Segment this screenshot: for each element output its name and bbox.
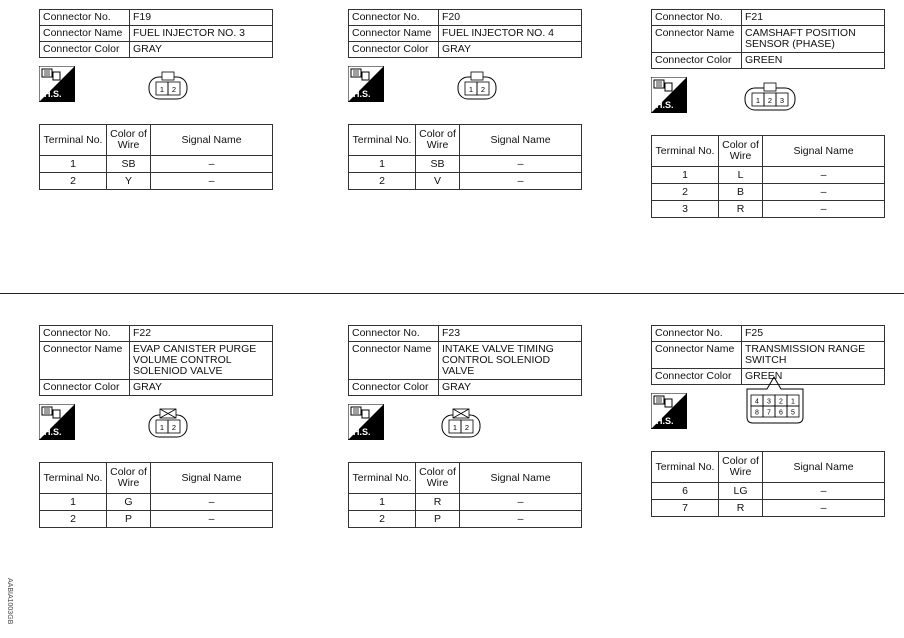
- connector-no-value: F23: [439, 326, 582, 342]
- terminal-row: [349, 494, 582, 511]
- connector-name-value: FUEL INJECTOR NO. 3: [130, 26, 273, 42]
- signal-name-header: Signal Name: [151, 125, 273, 156]
- hs-label: H.S.: [656, 416, 674, 426]
- terminal-no: 1: [349, 156, 416, 173]
- wire-color: P: [107, 511, 151, 528]
- wire-color: G: [107, 494, 151, 511]
- pin-label: 6: [779, 409, 783, 417]
- pin-label: 3: [779, 96, 785, 105]
- signal-name: –: [763, 201, 885, 218]
- connector-info-table: [651, 9, 885, 69]
- connector-no-value: F25: [742, 326, 885, 342]
- connector-block: [348, 9, 608, 190]
- pin-label: 1: [791, 398, 795, 406]
- connector-color-label: Connector Color: [40, 380, 130, 396]
- connector-color-label: Connector Color: [652, 53, 742, 69]
- terminal-no: 2: [40, 511, 107, 528]
- wire-color-header: Color of Wire: [107, 463, 151, 494]
- connector-color-value: GRAY: [130, 42, 273, 58]
- pin-label: 3: [767, 398, 771, 406]
- hs-label: H.S.: [353, 427, 371, 437]
- connector-face-icon: [743, 81, 797, 113]
- connector-name-label: Connector Name: [652, 26, 742, 53]
- connector-color-value: GRAY: [130, 380, 273, 396]
- terminal-row: [40, 173, 273, 190]
- connector-color-value: GREEN: [742, 369, 885, 385]
- terminal-row: [349, 156, 582, 173]
- signal-name: –: [763, 167, 885, 184]
- wire-color-header: Color of Wire: [107, 125, 151, 156]
- connector-face-icon: [743, 375, 807, 433]
- connector-name-value: INTAKE VALVE TIMING CONTROL SOLENIOD VALVE: [439, 342, 582, 380]
- signal-name: –: [151, 511, 273, 528]
- signal-name: –: [763, 500, 885, 517]
- pin-label: 2: [464, 423, 470, 432]
- terminal-no-header: Terminal No.: [349, 463, 416, 494]
- wire-color: LG: [719, 483, 763, 500]
- connector-info-table: [348, 325, 582, 396]
- wire-color: L: [719, 167, 763, 184]
- connector-name-value: TRANSMISSION RANGE SWITCH: [742, 342, 885, 369]
- pin-label: 1: [755, 96, 761, 105]
- terminal-row: [652, 483, 885, 500]
- terminal-row: [40, 494, 273, 511]
- pin-label: 2: [171, 423, 177, 432]
- pin-label: 7: [767, 409, 771, 417]
- terminal-no: 2: [652, 184, 719, 201]
- connector-face-icon: [456, 70, 498, 102]
- wire-color: SB: [107, 156, 151, 173]
- signal-name-header: Signal Name: [763, 136, 885, 167]
- connector-color-label: Connector Color: [40, 42, 130, 58]
- connector-no-label: Connector No.: [40, 326, 130, 342]
- terminal-row: [40, 156, 273, 173]
- pin-label: 2: [767, 96, 773, 105]
- signal-name: –: [460, 173, 582, 190]
- terminal-table: [39, 462, 273, 528]
- connector-block: [39, 9, 299, 190]
- connector-face-icon: [440, 408, 482, 440]
- harness-side-icon: [348, 404, 384, 440]
- terminal-no: 2: [40, 173, 107, 190]
- connector-no-value: F19: [130, 10, 273, 26]
- signal-name: –: [151, 494, 273, 511]
- wire-color: R: [719, 201, 763, 218]
- connector-no-value: F22: [130, 326, 273, 342]
- terminal-no: 2: [349, 511, 416, 528]
- connector-color-label: Connector Color: [349, 380, 439, 396]
- wire-color: R: [416, 494, 460, 511]
- harness-side-icon: [39, 66, 75, 102]
- terminal-no: 7: [652, 500, 719, 517]
- pin-label: 1: [159, 85, 165, 94]
- hs-label: H.S.: [656, 100, 674, 110]
- connector-block: [651, 9, 904, 218]
- pin-label: 5: [791, 409, 795, 417]
- signal-name: –: [151, 156, 273, 173]
- terminal-table: [39, 124, 273, 190]
- connector-no-value: F21: [742, 10, 885, 26]
- terminal-row: [349, 511, 582, 528]
- terminal-row: [652, 184, 885, 201]
- terminal-row: [349, 173, 582, 190]
- signal-name-header: Signal Name: [460, 125, 582, 156]
- harness-side-icon: [651, 393, 687, 429]
- connector-name-value: EVAP CANISTER PURGE VOLUME CONTROL SOLENIOD VALVE: [130, 342, 273, 380]
- terminal-table: [348, 124, 582, 190]
- wire-color: B: [719, 184, 763, 201]
- connector-color-value: GRAY: [439, 380, 582, 396]
- signal-name: –: [151, 173, 273, 190]
- pin-label: 4: [755, 398, 759, 406]
- terminal-table: [651, 451, 885, 517]
- terminal-no: 2: [349, 173, 416, 190]
- signal-name: –: [460, 494, 582, 511]
- connector-face-icon: [147, 70, 189, 102]
- hs-label: H.S.: [44, 427, 62, 437]
- terminal-no: 3: [652, 201, 719, 218]
- connector-face-icon: [147, 408, 189, 440]
- hs-label: H.S.: [44, 89, 62, 99]
- wire-color: R: [719, 500, 763, 517]
- harness-side-icon: [39, 404, 75, 440]
- connector-info-table: [39, 9, 273, 58]
- connector-no-label: Connector No.: [652, 10, 742, 26]
- pin-label: 2: [171, 85, 177, 94]
- terminal-no: 1: [40, 494, 107, 511]
- connector-name-label: Connector Name: [652, 342, 742, 369]
- connector-no-label: Connector No.: [349, 326, 439, 342]
- wire-color-header: Color of Wire: [719, 136, 763, 167]
- connector-block: [651, 325, 904, 517]
- wire-color: V: [416, 173, 460, 190]
- wire-color: SB: [416, 156, 460, 173]
- pin-label: 2: [779, 398, 783, 406]
- pin-label: 1: [468, 85, 474, 94]
- connector-no-label: Connector No.: [349, 10, 439, 26]
- terminal-no-header: Terminal No.: [349, 125, 416, 156]
- terminal-no-header: Terminal No.: [40, 463, 107, 494]
- pin-label: 1: [452, 423, 458, 432]
- terminal-table: [348, 462, 582, 528]
- connector-no-label: Connector No.: [40, 10, 130, 26]
- wire-color: Y: [107, 173, 151, 190]
- terminal-no-header: Terminal No.: [652, 452, 719, 483]
- harness-side-icon: [348, 66, 384, 102]
- signal-name: –: [460, 156, 582, 173]
- connector-info-table: [39, 325, 273, 396]
- connector-name-label: Connector Name: [40, 342, 130, 380]
- signal-name: –: [763, 483, 885, 500]
- connector-color-value: GRAY: [439, 42, 582, 58]
- wire-color-header: Color of Wire: [416, 125, 460, 156]
- connector-block: [39, 325, 299, 528]
- terminal-no-header: Terminal No.: [652, 136, 719, 167]
- connector-block: [348, 325, 608, 528]
- terminal-no: 6: [652, 483, 719, 500]
- terminal-row: [652, 167, 885, 184]
- terminal-no: 1: [652, 167, 719, 184]
- signal-name-header: Signal Name: [460, 463, 582, 494]
- figure-code: AABIA1003GB: [6, 578, 13, 625]
- wire-color-header: Color of Wire: [416, 463, 460, 494]
- connector-color-value: GREEN: [742, 53, 885, 69]
- terminal-row: [40, 511, 273, 528]
- section-divider: [0, 293, 904, 294]
- connector-color-label: Connector Color: [652, 369, 742, 385]
- pin-label: 2: [480, 85, 486, 94]
- connector-info-table: [348, 9, 582, 58]
- signal-name: –: [460, 511, 582, 528]
- wire-color: P: [416, 511, 460, 528]
- connector-name-value: CAMSHAFT POSITION SENSOR (PHASE): [742, 26, 885, 53]
- terminal-table: [651, 135, 885, 218]
- connector-name-label: Connector Name: [349, 342, 439, 380]
- connector-color-label: Connector Color: [349, 42, 439, 58]
- connector-name-label: Connector Name: [40, 26, 130, 42]
- signal-name-header: Signal Name: [763, 452, 885, 483]
- pin-label: 1: [159, 423, 165, 432]
- signal-name-header: Signal Name: [151, 463, 273, 494]
- pin-label: 8: [755, 409, 759, 417]
- wire-color-header: Color of Wire: [719, 452, 763, 483]
- connector-name-label: Connector Name: [349, 26, 439, 42]
- terminal-row: [652, 201, 885, 218]
- terminal-no: 1: [40, 156, 107, 173]
- signal-name: –: [763, 184, 885, 201]
- harness-side-icon: [651, 77, 687, 113]
- terminal-no: 1: [349, 494, 416, 511]
- connector-no-value: F20: [439, 10, 582, 26]
- connector-no-label: Connector No.: [652, 326, 742, 342]
- connector-name-value: FUEL INJECTOR NO. 4: [439, 26, 582, 42]
- hs-label: H.S.: [353, 89, 371, 99]
- terminal-row: [652, 500, 885, 517]
- terminal-no-header: Terminal No.: [40, 125, 107, 156]
